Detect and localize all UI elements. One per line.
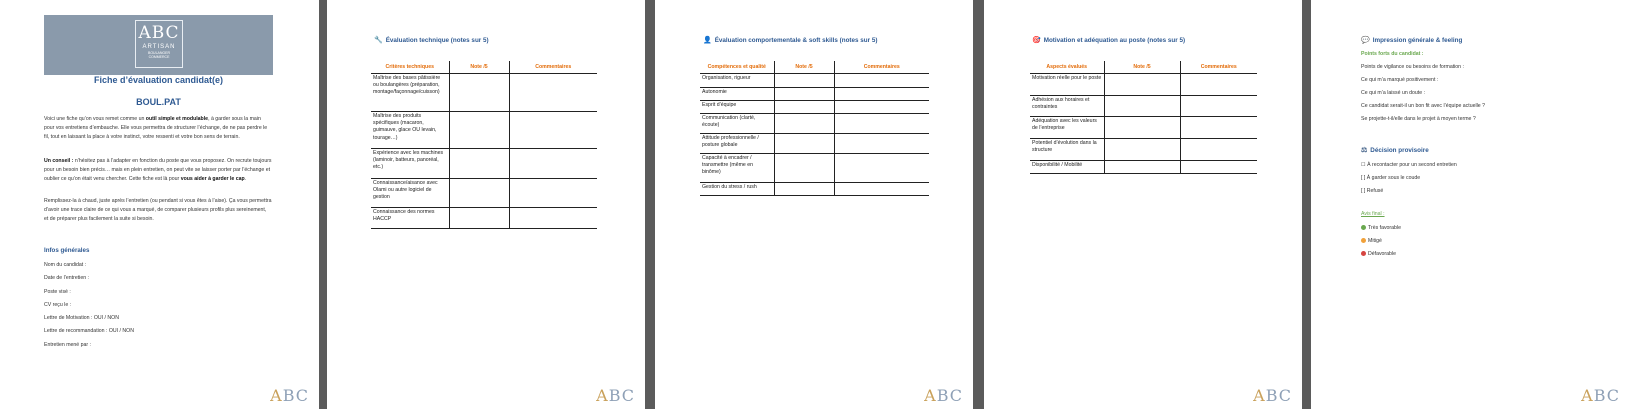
score-cell[interactable] (774, 114, 834, 134)
info-field: Entretien mené par : (44, 341, 92, 348)
criterion-cell: Connaissance/aisance avec Olami ou autre logiciel de gestion (371, 179, 449, 208)
criterion-cell: Autonomie (700, 88, 774, 101)
criterion-cell: Expérience avec les machines (laminoir, batteurs, panoréal, etc.) (371, 149, 449, 179)
emphasis-text: vous aider à garder le cap (180, 175, 245, 182)
footer-logo: ABC (1253, 386, 1292, 405)
comment-cell[interactable] (509, 179, 597, 208)
text-segment: n’hésitez pas à l’adapter en fonction du poste que vous proposez. On recrute toujours pour un besoin bien précis… mais en plein entretien, on peut vite se laisser porter par l’échange et oublier ce qu’on était venu chercher. Cette fiche est là pour (44, 158, 272, 182)
info-field: Poste visé : (44, 288, 71, 295)
score-cell[interactable] (774, 101, 834, 114)
page-5 (1311, 0, 1630, 409)
text-segment: Voici une fiche qu’on vous remet comme un (44, 116, 146, 122)
text-segment: . (244, 175, 247, 182)
opinion-label: Très favorable (1368, 225, 1401, 231)
technical-section-heading: 🔧 Évaluation technique (notes sur 5) (374, 36, 489, 44)
opinion-label: Défavorable (1368, 251, 1396, 257)
table-row (1030, 74, 1257, 96)
info-field: CV reçu le : (44, 301, 72, 308)
table-row (700, 154, 929, 183)
wrench-icon: 🔧 (374, 37, 383, 44)
person-icon: 👤 (703, 37, 712, 44)
header-banner (44, 15, 273, 75)
opinion-option[interactable] (1361, 238, 1382, 244)
document-subtitle: BOUL.PAT (136, 97, 181, 107)
column-header: Note /5 (449, 61, 509, 74)
score-cell[interactable] (774, 183, 834, 196)
score-cell[interactable] (774, 154, 834, 183)
table-row (700, 88, 929, 101)
criterion-cell: Esprit d’équipe (700, 101, 774, 114)
impression-line: Se projette-t-il/elle dans le projet à moyen terme ? (1361, 116, 1476, 122)
table-row (700, 134, 929, 154)
decision-option[interactable] (1361, 188, 1383, 194)
score-cell[interactable] (1104, 74, 1180, 96)
column-header: Critères techniques (371, 61, 449, 74)
column-header: Note /5 (774, 61, 834, 74)
info-field: Date de l’entretien : (44, 275, 89, 282)
target-icon: 🎯 (1032, 37, 1041, 44)
table-row (371, 74, 597, 112)
page-3 (655, 0, 973, 409)
table-row (1030, 139, 1257, 161)
comment-cell[interactable] (834, 74, 929, 88)
table-row (1030, 161, 1257, 174)
impression-line: Ce candidat serait-il un bon fit avec l’équipe actuelle ? (1361, 103, 1485, 109)
comment-cell[interactable] (834, 154, 929, 183)
comment-cell[interactable] (1180, 161, 1257, 174)
text-segment: , à garder sous la main pour vos entretiens d’embauche. Elle vous permettra de structurer l’échange, de ne pas perdre le fil, tout en laissant la place à votre instinct, votre ressenti et votre bon sens de terrain. (44, 116, 268, 140)
criterion-cell: Connaissance des normes HACCP (371, 208, 449, 229)
column-header: Compétences et qualité (700, 61, 774, 74)
motivation-section-heading: 🎯 Motivation et adéquation au poste (notes sur 5) (1032, 36, 1186, 44)
comment-cell[interactable] (1180, 117, 1257, 139)
table-row (700, 101, 929, 114)
abc-logo: ABC ARTISAN BOULANGER COMMERCE (135, 20, 183, 68)
decision-option[interactable] (1361, 175, 1420, 181)
score-cell[interactable] (449, 208, 509, 229)
score-cell[interactable] (1104, 96, 1180, 117)
info-section-title: Infos générales (44, 247, 90, 254)
criterion-cell: Adhésion aux horaires et contraintes (1030, 96, 1104, 117)
decision-label: À recontacter pour un second entretien (1367, 162, 1457, 168)
checkbox-mark[interactable]: [ ] (1361, 175, 1366, 181)
table-row (371, 208, 597, 229)
criterion-cell: Adéquation avec les valeurs de l’entreprise (1030, 117, 1104, 139)
table-row (700, 183, 929, 196)
criterion-cell: Attitude professionnelle / posture globale (700, 134, 774, 154)
comment-cell[interactable] (1180, 96, 1257, 117)
behavioral-section-heading: 👤 Évaluation comportementale & soft skills (notes sur 5) (703, 36, 878, 44)
info-field: Lettre de recommandation : OUI / NON (44, 328, 134, 335)
column-header: Commentaires (509, 61, 597, 74)
impression-line: Ce qui m’a marqué positivement : (1361, 77, 1439, 83)
score-cell[interactable] (449, 149, 509, 179)
comment-cell[interactable] (834, 101, 929, 114)
behavioral-table (700, 61, 929, 196)
page-2 (327, 0, 645, 409)
table-row (371, 149, 597, 179)
advice-paragraph (44, 157, 272, 183)
page-4 (984, 0, 1302, 409)
score-cell[interactable] (449, 74, 509, 112)
footer-logo: ABC (270, 386, 309, 405)
comment-cell[interactable] (834, 88, 929, 101)
opinion-label: Mitigé (1368, 238, 1382, 244)
comment-cell[interactable] (834, 183, 929, 196)
emphasis-text: Un conseil : (44, 158, 74, 164)
decision-option[interactable] (1361, 162, 1457, 168)
strengths-label: Points forts du candidat : (1361, 51, 1424, 57)
instructions-paragraph: Remplissez-la à chaud, juste après l’entretien (ou pendant si vous êtes à l’aise). Ça vous permettra d’avoir une trace claire de ce qui vous a marqué, de comparer plusieurs profils plus sereinement, et de préparer plus facilement la suite si besoin. (44, 198, 272, 222)
score-cell[interactable] (1104, 161, 1180, 174)
status-dot-icon (1361, 238, 1366, 243)
impression-line: Ce qui m’a laissé un doute : (1361, 90, 1426, 96)
criterion-cell: Organisation, rigueur (700, 74, 774, 88)
comment-cell[interactable] (509, 112, 597, 149)
intro-paragraph (44, 115, 272, 141)
info-field: Nom du candidat : (44, 262, 87, 268)
table-row (700, 114, 929, 134)
info-fields-list (44, 260, 134, 353)
comment-cell[interactable] (509, 149, 597, 179)
criterion-cell: Capacité à encadrer / transmettre (même en binôme) (700, 154, 774, 183)
table-row (371, 112, 597, 149)
score-cell[interactable] (449, 179, 509, 208)
impression-line: Points de vigilance ou besoins de formation : (1361, 64, 1464, 70)
footer-logo: ABC (924, 386, 963, 405)
decision-section-heading: ⚖ Décision provisoire (1361, 146, 1429, 154)
opinion-option[interactable] (1361, 251, 1396, 257)
score-cell[interactable] (1104, 117, 1180, 139)
table-row (1030, 117, 1257, 139)
checkbox-mark[interactable]: [ ] (1361, 188, 1366, 194)
score-cell[interactable] (449, 112, 509, 149)
page-1 (0, 0, 319, 409)
column-header: Aspects évalués (1030, 61, 1104, 74)
comment-cell[interactable] (509, 74, 597, 112)
criterion-cell: Maîtrise des bases pâtissière ou boulangères (préparation, montage/façonnage/cuisson) (371, 74, 449, 112)
technical-table (371, 61, 597, 229)
criterion-cell: Gestion du stress / rush (700, 183, 774, 196)
footer-logo: ABC (1581, 386, 1620, 405)
info-field: Lettre de Motivation : OUI / NON (44, 315, 119, 322)
comment-cell[interactable] (834, 114, 929, 134)
checkbox-mark[interactable]: ☐ (1361, 162, 1366, 168)
table-row (371, 179, 597, 208)
score-cell[interactable] (774, 74, 834, 88)
table-row (700, 74, 929, 88)
column-header: Commentaires (1180, 61, 1257, 74)
motivation-table (1030, 61, 1257, 174)
status-dot-icon (1361, 251, 1366, 256)
decision-label: À garder sous le coude (1366, 175, 1421, 181)
document-title: Fiche d’évaluation candidat(e) (93, 75, 224, 85)
opinion-option[interactable] (1361, 225, 1401, 231)
footer-logo: ABC (596, 386, 635, 405)
comment-cell[interactable] (1180, 139, 1257, 161)
criterion-cell: Potentiel d’évolution dans la structure (1030, 139, 1104, 161)
decision-icon: ⚖ (1361, 147, 1368, 154)
criterion-cell: Disponibilité / Mobilité (1030, 161, 1104, 174)
emphasis-text: outil simple et modulable (145, 116, 209, 122)
impression-section-heading: 💬 Impression générale & feeling (1361, 36, 1463, 44)
criterion-cell: Motivation réelle pour le poste (1030, 74, 1104, 96)
criterion-cell: Maîtrise des produits spécifiques (macaron, guimauve, glace OU levain, tourage…) (371, 112, 449, 149)
decision-label: Refusé (1366, 188, 1384, 194)
column-header: Commentaires (834, 61, 929, 74)
criterion-cell: Communication (clarté, écoute) (700, 114, 774, 134)
final-opinion-label: Avis final : (1361, 211, 1385, 217)
comment-cell[interactable] (509, 208, 597, 229)
score-cell[interactable] (774, 88, 834, 101)
speech-bubble-icon: 💬 (1361, 37, 1370, 44)
comment-cell[interactable] (834, 134, 929, 154)
status-dot-icon (1361, 225, 1366, 230)
score-cell[interactable] (1104, 139, 1180, 161)
table-row (1030, 96, 1257, 117)
score-cell[interactable] (774, 134, 834, 154)
column-header: Note /5 (1104, 61, 1180, 74)
comment-cell[interactable] (1180, 74, 1257, 96)
